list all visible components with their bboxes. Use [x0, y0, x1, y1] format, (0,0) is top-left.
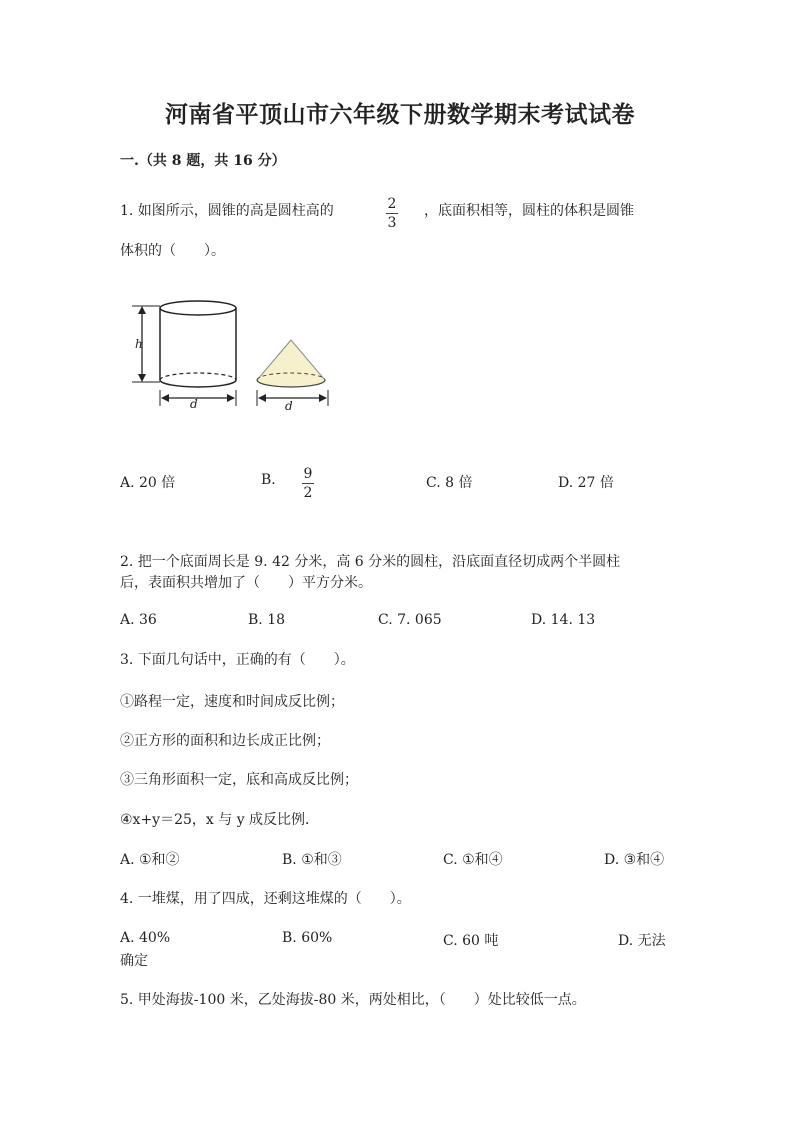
q1-optb-num: 9: [303, 466, 313, 482]
q2-option-c: C. 7. 065: [378, 612, 442, 628]
q3-option-d: D. ③和④: [604, 852, 665, 868]
cyl-d-head-left: [161, 394, 169, 402]
label-d-cylinder: d: [190, 397, 198, 411]
label-h: h: [135, 337, 143, 351]
q3-option-b: B. ①和③: [282, 852, 342, 868]
q1-option-d: D. 27 倍: [558, 475, 614, 491]
q3-statement-4: ④x+y＝25，x 与 y 成反比例．: [120, 812, 320, 828]
q1-text-b: ，底面积相等，圆柱的体积是圆锥: [424, 203, 634, 219]
q1-frac-den: 3: [387, 215, 397, 231]
q2-option-d: D. 14. 13: [531, 612, 596, 628]
q4-option-a: A. 40%: [120, 930, 171, 946]
cylinder-top: [160, 301, 236, 315]
q4-option-c: C. 60 吨: [443, 933, 499, 949]
q2-line-1: 2. 把一个底面周长是 9. 42 分米，高 6 分米的圆柱，沿底面直径切成两个半圆柱: [120, 554, 621, 570]
q2-line-2: 后，表面积共增加了（ ）平方分米。: [120, 575, 372, 591]
q1-option-b: B.: [261, 472, 276, 488]
height-arrow-bottom-head: [138, 374, 146, 382]
section-heading: 一.（共 8 题，共 16 分）: [120, 153, 286, 169]
cone-body: [257, 340, 325, 387]
q1-text-c: 体积的（ ）。: [120, 243, 225, 259]
cone-d-head-left: [258, 394, 266, 402]
q4-option-d: D. 无法: [618, 933, 666, 949]
q3-statement-1: ①路程一定，速度和时间成反比例；: [120, 694, 344, 710]
q3-stem: 3. 下面几句话中，正确的有（ ）。: [120, 652, 355, 668]
cylinder-bottom-front: [160, 380, 236, 387]
q5-stem: 5. 甲处海拔-100 米，乙处海拔-80 米，两处相比，（ ）处比较低一点。: [120, 992, 586, 1008]
figure-svg: [128, 298, 348, 418]
height-arrow-top-head: [138, 306, 146, 314]
q3-option-a: A. ①和②: [120, 852, 180, 868]
cylinder-bottom-back: [160, 373, 236, 380]
q1-text-a: 1. 如图所示，圆锥的高是圆柱高的: [120, 203, 334, 219]
q3-statement-2: ②正方形的面积和边长成正比例；: [120, 733, 330, 749]
q1-option-c: C. 8 倍: [426, 475, 473, 491]
q1-fraction: [386, 196, 398, 231]
q4-option-b: B. 60%: [282, 930, 333, 946]
q2-option-a: A. 36: [120, 612, 157, 628]
q1-option-a: A. 20 倍: [120, 475, 176, 491]
q3-statement-3: ③三角形面积一定，底和高成反比例；: [120, 772, 358, 788]
q3-option-c: C. ①和④: [443, 852, 503, 868]
cylinder-cone-figure: [128, 298, 348, 422]
q1-frac-num: 2: [387, 196, 397, 212]
q4-stem: 4. 一堆煤，用了四成，还剩这堆煤的（ ）。: [120, 891, 411, 907]
cone-d-head-right: [319, 394, 327, 402]
q1-frac-bar: [386, 213, 398, 214]
q4-option-d-wrap: 确定: [120, 953, 148, 969]
q1-option-b-fraction: [302, 466, 314, 501]
q1-optb-den: 2: [303, 485, 313, 501]
page-title: 河南省平顶山市六年级下册数学期末考试试卷: [165, 101, 635, 128]
label-d-cone: d: [285, 399, 293, 413]
q1-optb-bar: [302, 483, 314, 484]
q2-option-b: B. 18: [248, 612, 286, 628]
cyl-d-head-right: [227, 394, 235, 402]
